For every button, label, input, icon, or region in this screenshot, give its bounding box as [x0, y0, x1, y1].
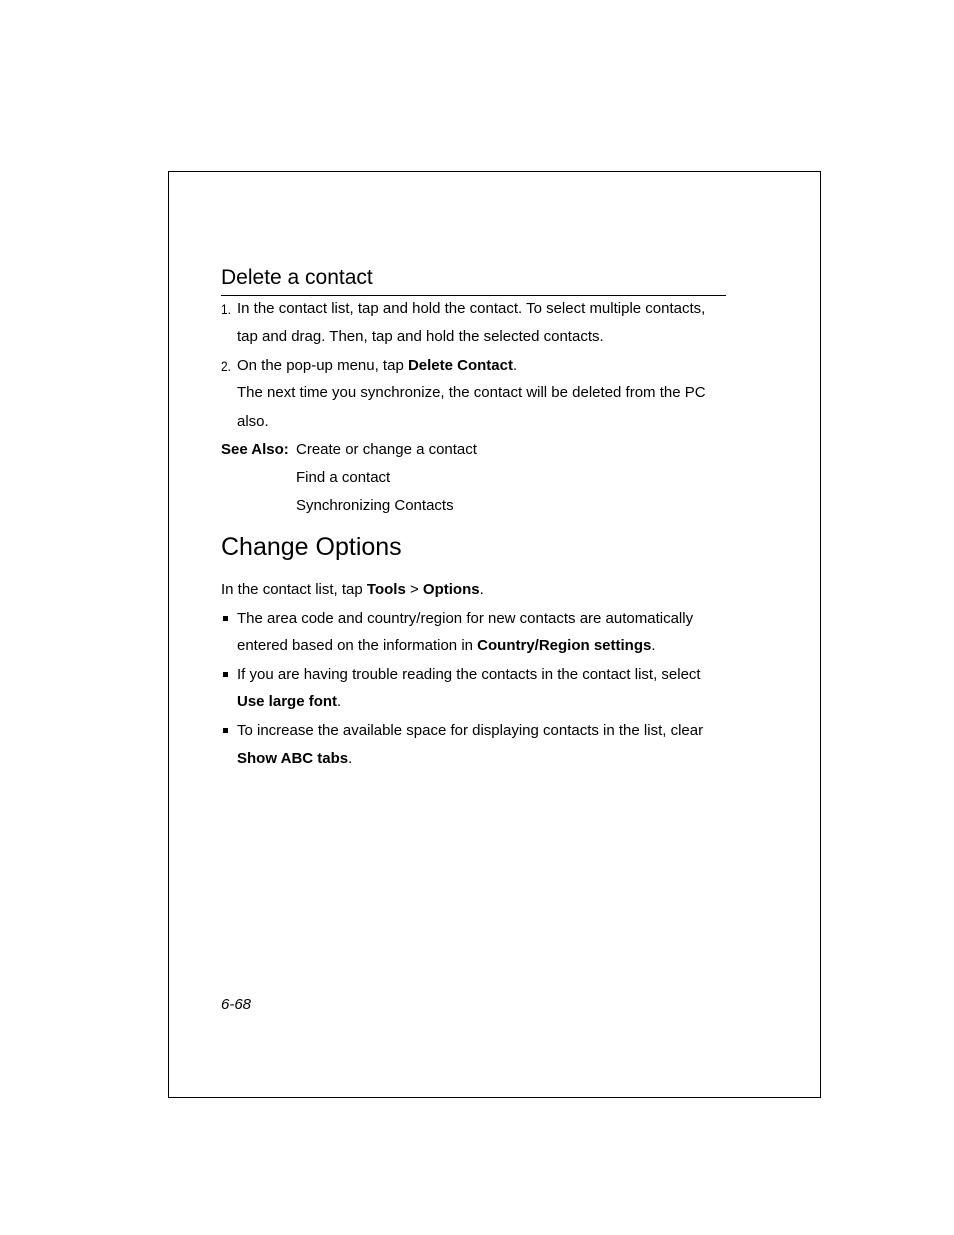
heading-rule — [221, 295, 726, 296]
page-number: 6-68 — [221, 996, 252, 1013]
step-1-number: 1. — [221, 301, 231, 317]
country-region-settings-command: Country/Region settings — [477, 637, 652, 654]
step-2-number: 2. — [221, 358, 231, 374]
use-large-font-option: Use large font — [237, 693, 338, 710]
bullet-1-line-2: entered based on the information in Country/Region settings. — [237, 637, 656, 654]
section-heading-change-options: Change Options — [221, 533, 402, 561]
step-2-note-line-2: also. — [237, 413, 269, 430]
tools-menu-command: Tools — [366, 581, 406, 598]
change-options-intro: In the contact list, tap Tools > Options. — [221, 581, 484, 598]
bullet-2-line-2: Use large font. — [237, 693, 342, 710]
bullet-square-icon — [223, 728, 228, 733]
step-1-line-2: tap and drag. Then, tap and hold the selected contacts. — [237, 328, 604, 345]
see-also-label: See Also: — [221, 441, 289, 458]
step-1-line-1: In the contact list, tap and hold the contact. To select multiple contacts, — [237, 300, 706, 317]
step-2-note-line-1: The next time you synchronize, the contact will be deleted from the PC — [237, 384, 706, 401]
bullet-square-icon — [223, 672, 228, 677]
see-also-link-create-change-contact[interactable]: Create or change a contact — [296, 441, 477, 458]
show-abc-tabs-option: Show ABC tabs — [237, 750, 349, 767]
bullet-square-icon — [223, 616, 228, 621]
section-heading-delete-contact: Delete a contact — [221, 266, 373, 289]
options-menu-command: Options — [422, 581, 480, 598]
delete-contact-command: Delete Contact — [407, 357, 513, 374]
bullet-3-line-1: To increase the available space for displaying contacts in the list, clear — [237, 722, 704, 739]
bullet-2-line-1: If you are having trouble reading the contacts in the contact list, select — [237, 666, 701, 683]
see-also-link-synchronizing-contacts[interactable]: Synchronizing Contacts — [296, 497, 454, 514]
step-2-line-1: On the pop-up menu, tap Delete Contact. — [237, 357, 518, 374]
bullet-3-line-2: Show ABC tabs. — [237, 750, 353, 767]
see-also-link-find-contact[interactable]: Find a contact — [296, 469, 391, 486]
bullet-1-line-1: The area code and country/region for new contacts are automatically — [237, 610, 694, 627]
